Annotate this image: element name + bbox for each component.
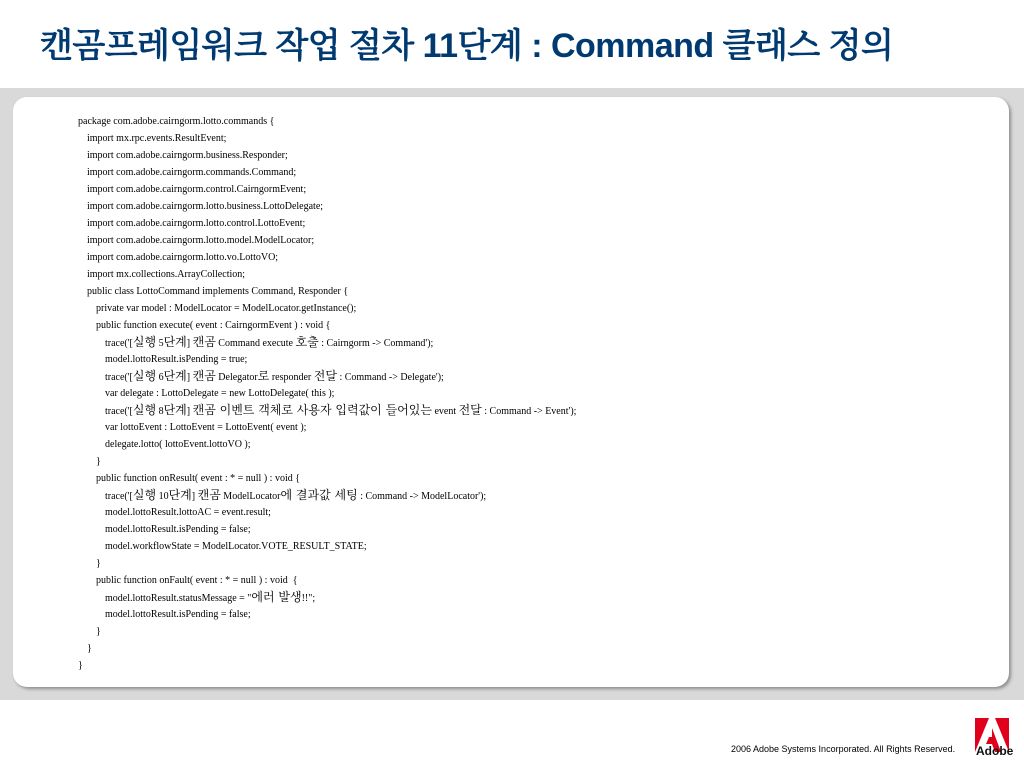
code-segment: } [78,660,83,671]
footer-copyright: 2006 Adobe Systems Incorporated. All Rights Reserved. [731,744,956,754]
code-segment: public function execute( event : CairngormEvent ) : void { [96,320,331,331]
code-segment: import com.adobe.cairngorm.lotto.vo.LottoVO; [87,252,279,263]
code-segment: Delegator [215,372,258,383]
code-segment: 캔곰 [192,369,216,383]
code-segment: trace('[ [105,372,133,383]
code-segment: ] [186,338,193,349]
code-line [78,436,576,453]
code-segment: 캔곰 [197,488,221,502]
code-segment: public function onFault( event : * = null ) : void { [96,575,298,586]
code-line [78,232,576,249]
code-segment: trace('[ [105,406,133,417]
code-line [78,368,576,385]
code-segment: import com.adobe.cairngorm.business.Responder; [87,150,288,161]
code-segment: !!"; [301,593,316,604]
code-segment: ] [191,491,198,502]
code-line [78,113,576,130]
code-segment: 실행 [132,488,157,502]
code-line [78,538,576,555]
code-segment: model.lottoResult.isPending = false; [105,524,251,535]
code-line [78,419,576,436]
code-line [78,521,576,538]
code-segment: private var model : ModelLocator = ModelLocator.getInstance(); [96,303,357,314]
code-segment: delegate.lotto( lottoEvent.lottoVO ); [105,439,251,450]
slide-title: 캔곰프레임워크 작업 절차 11단계 : Command 클래스 정의 [40,27,894,65]
code-line [78,504,576,521]
code-segment: 8 [156,406,164,417]
code-segment: import mx.rpc.events.ResultEvent; [87,133,227,144]
code-segment: } [96,558,101,569]
code-line [78,589,576,606]
code-segment: 전달 [458,403,482,417]
code-segment: : Command -> Delegate'); [336,372,444,383]
code-line [78,555,576,572]
code-segment: model.lottoResult.isPending = true; [105,354,248,365]
code-segment: } [87,643,92,654]
code-segment: import com.adobe.cairngorm.lotto.control.LottoEvent; [87,218,306,229]
code-line [78,623,576,640]
code-segment: : Command -> Event'); [481,406,577,417]
code-segment: model.workflowState = ModelLocator.VOTE_RESULT_STATE; [105,541,367,552]
code-line [78,317,576,334]
code-segment: model.lottoResult.isPending = false; [105,609,251,620]
code-segment: : Command -> ModelLocator'); [357,491,487,502]
code-segment: import mx.collections.ArrayCollection; [87,269,246,280]
code-segment: 6 [156,372,164,383]
code-line [78,300,576,317]
code-segment: ModelLocator [220,491,281,502]
code-segment: Command execute [215,338,296,349]
code-segment: 에러 발생 [251,590,302,604]
code-line [78,215,576,232]
code-line [78,487,576,504]
code-segment: public function onResult( event : * = null ) : void { [96,473,301,484]
code-segment: 단계 [168,488,192,502]
code-segment: 단계 [163,403,187,417]
code-segment: model.lottoResult.lottoAC = event.result; [105,507,271,518]
code-line [78,334,576,351]
code-line [78,385,576,402]
code-line [78,181,576,198]
code-segment: event [431,406,459,417]
code-segment: var lottoEvent : LottoEvent = LottoEvent( event ); [105,422,307,433]
code-segment: 에 결과값 세팅 [280,488,358,502]
code-segment: var delegate : LottoDelegate = new LottoDelegate( this ); [105,388,335,399]
code-segment: : Cairngorm -> Command'); [318,338,434,349]
code-line [78,164,576,181]
code-line [78,266,576,283]
code-line [78,130,576,147]
code-line [78,640,576,657]
code-segment: 전달 [313,369,337,383]
code-segment: 5 [156,338,164,349]
code-segment: import com.adobe.cairngorm.commands.Command; [87,167,297,178]
code-segment: 캔곰 [192,335,216,349]
code-line [78,198,576,215]
code-segment: trace('[ [105,491,133,502]
code-segment: package com.adobe.cairngorm.lotto.commands { [78,116,275,127]
adobe-logo-text: Adobe [976,744,1014,758]
code-segment: responder [269,372,314,383]
code-segment: 단계 [163,369,187,383]
code-segment: } [96,456,101,467]
code-segment: 캔곰 이벤트 객체로 사용자 입력값이 들어있는 [192,403,432,417]
code-line [78,470,576,487]
code-segment: ] [186,372,193,383]
code-line [78,283,576,300]
code-segment: 실행 [132,369,157,383]
code-line [78,249,576,266]
code-line [78,351,576,368]
code-block [78,113,576,674]
code-segment: 단계 [163,335,187,349]
code-line [78,453,576,470]
code-segment: import com.adobe.cairngorm.lotto.model.ModelLocator; [87,235,315,246]
code-line [78,572,576,589]
code-line [78,402,576,419]
code-segment: import com.adobe.cairngorm.control.CairngormEvent; [87,184,307,195]
code-segment: 호출 [295,335,319,349]
code-segment: 실행 [132,403,157,417]
code-segment: 10 [156,491,169,502]
code-segment: 실행 [132,335,157,349]
code-line [78,147,576,164]
code-segment: public class LottoCommand implements Command, Responder { [87,286,349,297]
code-segment: import com.adobe.cairngorm.lotto.business.LottoDelegate; [87,201,324,212]
code-line [78,606,576,623]
code-segment: ] [186,406,193,417]
code-segment: trace('[ [105,338,133,349]
code-segment: 로 [257,369,270,383]
code-line [78,657,576,674]
code-segment: } [96,626,101,637]
code-segment: model.lottoResult.statusMessage = " [105,593,252,604]
